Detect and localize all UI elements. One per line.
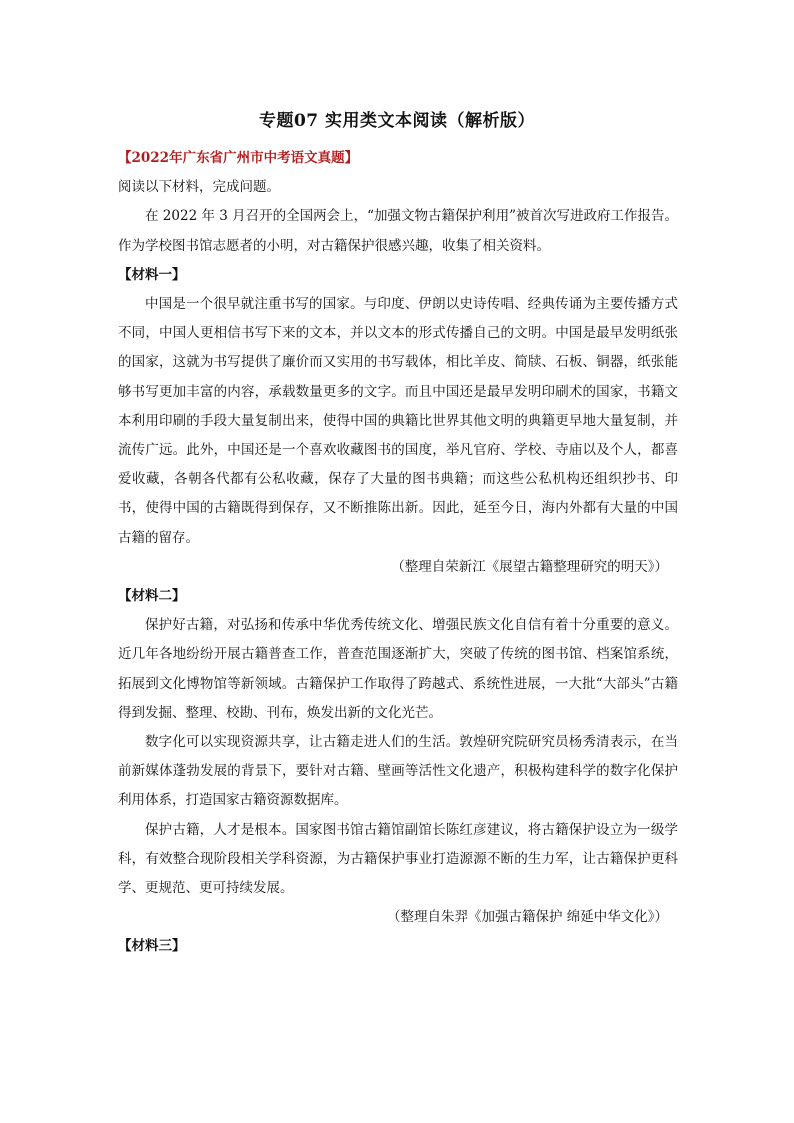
material-2-paragraph-2: 数字化可以实现资源共享，让古籍走进人们的生活。敦煌研究院研究员杨秀清表示，在当前新媒体蓬勃发展的背景下，要针对古籍、壁画等活性文化遗产，积极构建科学的数字化保护利用体系，打造国家古籍资源数据库。 [118,734,678,809]
material-1-paragraph: 中国是一个很早就注重书写的国家。与印度、伊朗以史诗传唱、经典传诵为主要传播方式不同，中国人更相信书写下来的文本，并以文本的形式传播自己的文明。中国是最早发明纸张的国家，这就为书写提供了廉价而又实用的书写载体，相比羊皮、简牍、石板、铜器，纸张能够书写更加丰富的内容，承载数量更多的文字。而且中国还是最早发明印刷术的国家，书籍文本利用印刷的手段大量复制出来，使得中国的典籍比世界其他文明的典籍更早地大量复制，并流传广远。此外，中国还是一个喜欢收藏图书的国度，举凡官府、学校、寺庙以及个人，都喜爱收藏，各朝各代都有公私收藏，保存了大量的图书典籍；而这些公私机构还组织抄书、印书，使得中国的古籍既得到保存，又不断推陈出新。因此，延至今日，海内外都有大量的中国古籍的留存。 [118,296,678,546]
material-2-paragraph-1: 保护好古籍，对弘扬和传承中华优秀传统文化、增强民族文化自信有着十分重要的意义。近几年各地纷纷开展古籍普查工作，普查范围逐渐扩大，突破了传统的图书馆、档案馆系统，拓展到文化博物馆等新领域。古籍保护工作取得了跨越式、系统性进展，一大批“大部头”古籍得到发掘、整理、校勘、刊布，焕发出新的文化光芒。 [118,617,678,721]
document-title: 专题07 实用类文本阅读（解析版） [258,111,536,131]
material-2-heading: 【材料二】 [118,588,186,605]
intro-paragraph: 在 2022 年 3 月召开的全国两会上，“加强文物古籍保护利用”被首次写进政府工作报告。作为学校图书馆志愿者的小明，对古籍保护很感兴趣，收集了相关资料。 [118,208,678,254]
instruction-text: 阅读以下材料，完成问题。 [118,179,280,196]
material-1-citation: （整理自荣新江《展望古籍整理研究的明天》） [391,558,668,575]
material-1-heading: 【材料一】 [118,266,186,283]
material-2-paragraph-3: 保护古籍，人才是根本。国家图书馆古籍馆副馆长陈红彦建议，将古籍保护设立为一级学科，有效整合现阶段相关学科资源，为古籍保护事业打造源源不断的生力军，让古籍保护更科学、更规范、更可持续发展。 [118,821,678,897]
document-body [118,144,678,962]
material-2-citation: （整理自朱羿《加强古籍保护 绵延中华文化》） [386,909,668,926]
source-tag: 【2022年广东省广州市中考语文真题】 [118,150,359,166]
material-3-heading: 【材料三】 [118,938,186,955]
